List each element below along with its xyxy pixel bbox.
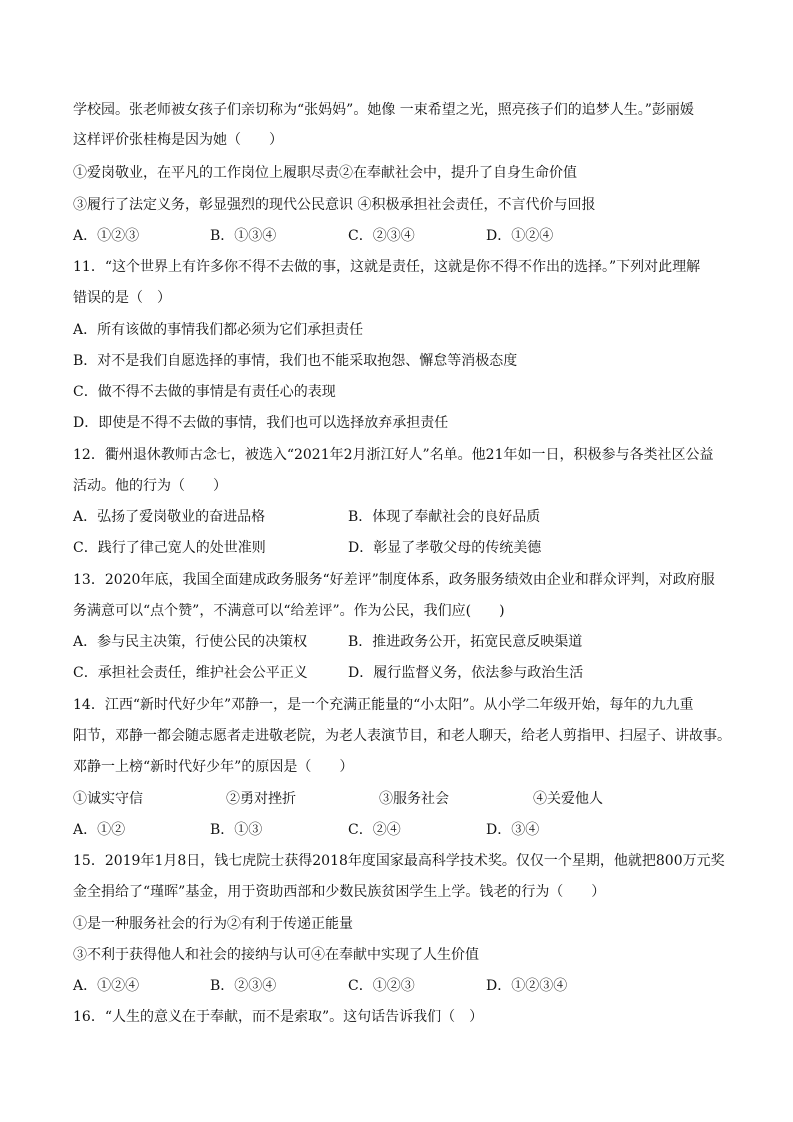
q13-stem-line-2: 务满意可以“点个赞”，不满意可以“给差评”。作为公民，我们应( ) <box>73 603 505 619</box>
q14-statement-3: ③服务社会 <box>379 791 449 807</box>
q10-statement-2: ③履行了法定义务，彰显强烈的现代公民意识 ④积极承担社会责任，不言代价与回报 <box>73 197 596 213</box>
q10-text-line-1: 学校园。张老师被女孩子们亲切称为“张妈妈”。她像 一束希望之光，照亮孩子们的追梦人生。”彭丽媛 <box>73 102 694 118</box>
q15-statement-2: ③不利于获得他人和社会的接纳与认可④在奉献中实现了人生价值 <box>73 947 479 963</box>
q12-stem-line-2: 活动。他的行为（ ） <box>73 478 227 494</box>
q11-option-c: C．做不得不去做的事情是有责任心的表现 <box>73 384 336 400</box>
q11-option-d: D．即使是不得不去做的事情，我们也可以选择放弃承担责任 <box>73 415 449 431</box>
q13-option-a: A．参与民主决策，行使公民的决策权 <box>73 634 308 650</box>
q14-statement-4: ④关爱他人 <box>533 791 603 807</box>
q10-text-line-2: 这样评价张桂梅是因为她（ ） <box>73 132 283 148</box>
q14-option-b: B．①③ <box>210 822 263 838</box>
q12-option-a: A．弘扬了爱岗敬业的奋进品格 <box>73 509 266 525</box>
q15-statement-1: ①是一种服务社会的行为②有利于传递正能量 <box>73 916 353 932</box>
q13-stem-line-1: 13．2020年底，我国全面建成政务服务“好差评”制度体系，政务服务绩效由企业和群众评判，对政府服 <box>73 572 715 588</box>
q15-option-a: A．①②④ <box>73 978 140 994</box>
q15-option-c: C．①②③ <box>348 978 415 994</box>
q12-stem-line-1: 12．衢州退休教师古念七，被选入“2021年2月浙江好人”名单。他21年如一日，积极参与各类社区公益 <box>73 447 714 463</box>
q14-stem-line-3: 邓静一上榜“新时代好少年”的原因是（ ） <box>73 759 354 775</box>
q13-option-c: C．承担社会责任，维护社会公平正义 <box>73 665 308 681</box>
q10-option-b: B．①③④ <box>210 228 277 244</box>
q10-option-d: D．①②④ <box>486 228 554 244</box>
q12-option-c: C．践行了律己宽人的处世准则 <box>73 540 266 556</box>
q14-statement-1: ①诚实守信 <box>73 791 143 807</box>
q14-option-c: C．②④ <box>348 822 401 838</box>
q11-stem-line-1: 11．“这个世界上有许多你不得不去做的事，这就是责任，这就是你不得不作出的选择。”下列对此理解 <box>73 259 701 275</box>
q14-option-a: A．①② <box>73 822 126 838</box>
q13-option-d: D．履行监督义务，依法参与政治生活 <box>348 665 584 681</box>
q14-option-d: D．③④ <box>486 822 540 838</box>
q12-option-b: B．体现了奉献社会的良好品质 <box>348 509 541 525</box>
q12-option-d: D．彰显了孝敬父母的传统美德 <box>348 540 542 556</box>
q15-stem-line-2: 金全捐给了“瑾晖”基金，用于资助西部和少数民族贫困学生上学。钱老的行为（ ） <box>73 884 606 900</box>
q13-option-b: B．推进政务公开，拓宽民意反映渠道 <box>348 634 583 650</box>
q14-statement-2: ②勇对挫折 <box>226 791 296 807</box>
q14-stem-line-1: 14．江西“新时代好少年”邓静一，是一个充满正能量的“小太阳”。从小学二年级开始，每年的九九重 <box>73 697 694 713</box>
q10-option-a: A．①②③ <box>73 228 140 244</box>
q16-stem-line-1: 16．“人生的意义在于奉献，而不是索取”。这句话告诉我们（ ） <box>73 1009 484 1025</box>
q11-option-b: B．对不是我们自愿选择的事情，我们也不能采取抱怨、懈怠等消极态度 <box>73 353 518 369</box>
q15-stem-line-1: 15．2019年1月8日，钱七虎院士获得2018年度国家最高科学技术奖。仅仅一个星期，他就把800万元奖 <box>73 853 725 869</box>
q14-stem-line-2: 阳节，邓静一都会随志愿者走进敬老院，为老人表演节目，和老人聊天，给老人剪指甲、扫屋子、讲故事。 <box>73 728 731 744</box>
q15-option-d: D．①②③④ <box>486 978 568 994</box>
q10-statement-1: ①爱岗敬业，在平凡的工作岗位上履职尽责②在奉献社会中，提升了自身生命价值 <box>73 165 577 181</box>
q11-stem-line-2: 错误的是（ ） <box>73 290 171 306</box>
q11-option-a: A．所有该做的事情我们都必须为它们承担责任 <box>73 322 364 338</box>
q15-option-b: B．②③④ <box>210 978 277 994</box>
q10-option-c: C．②③④ <box>348 228 415 244</box>
